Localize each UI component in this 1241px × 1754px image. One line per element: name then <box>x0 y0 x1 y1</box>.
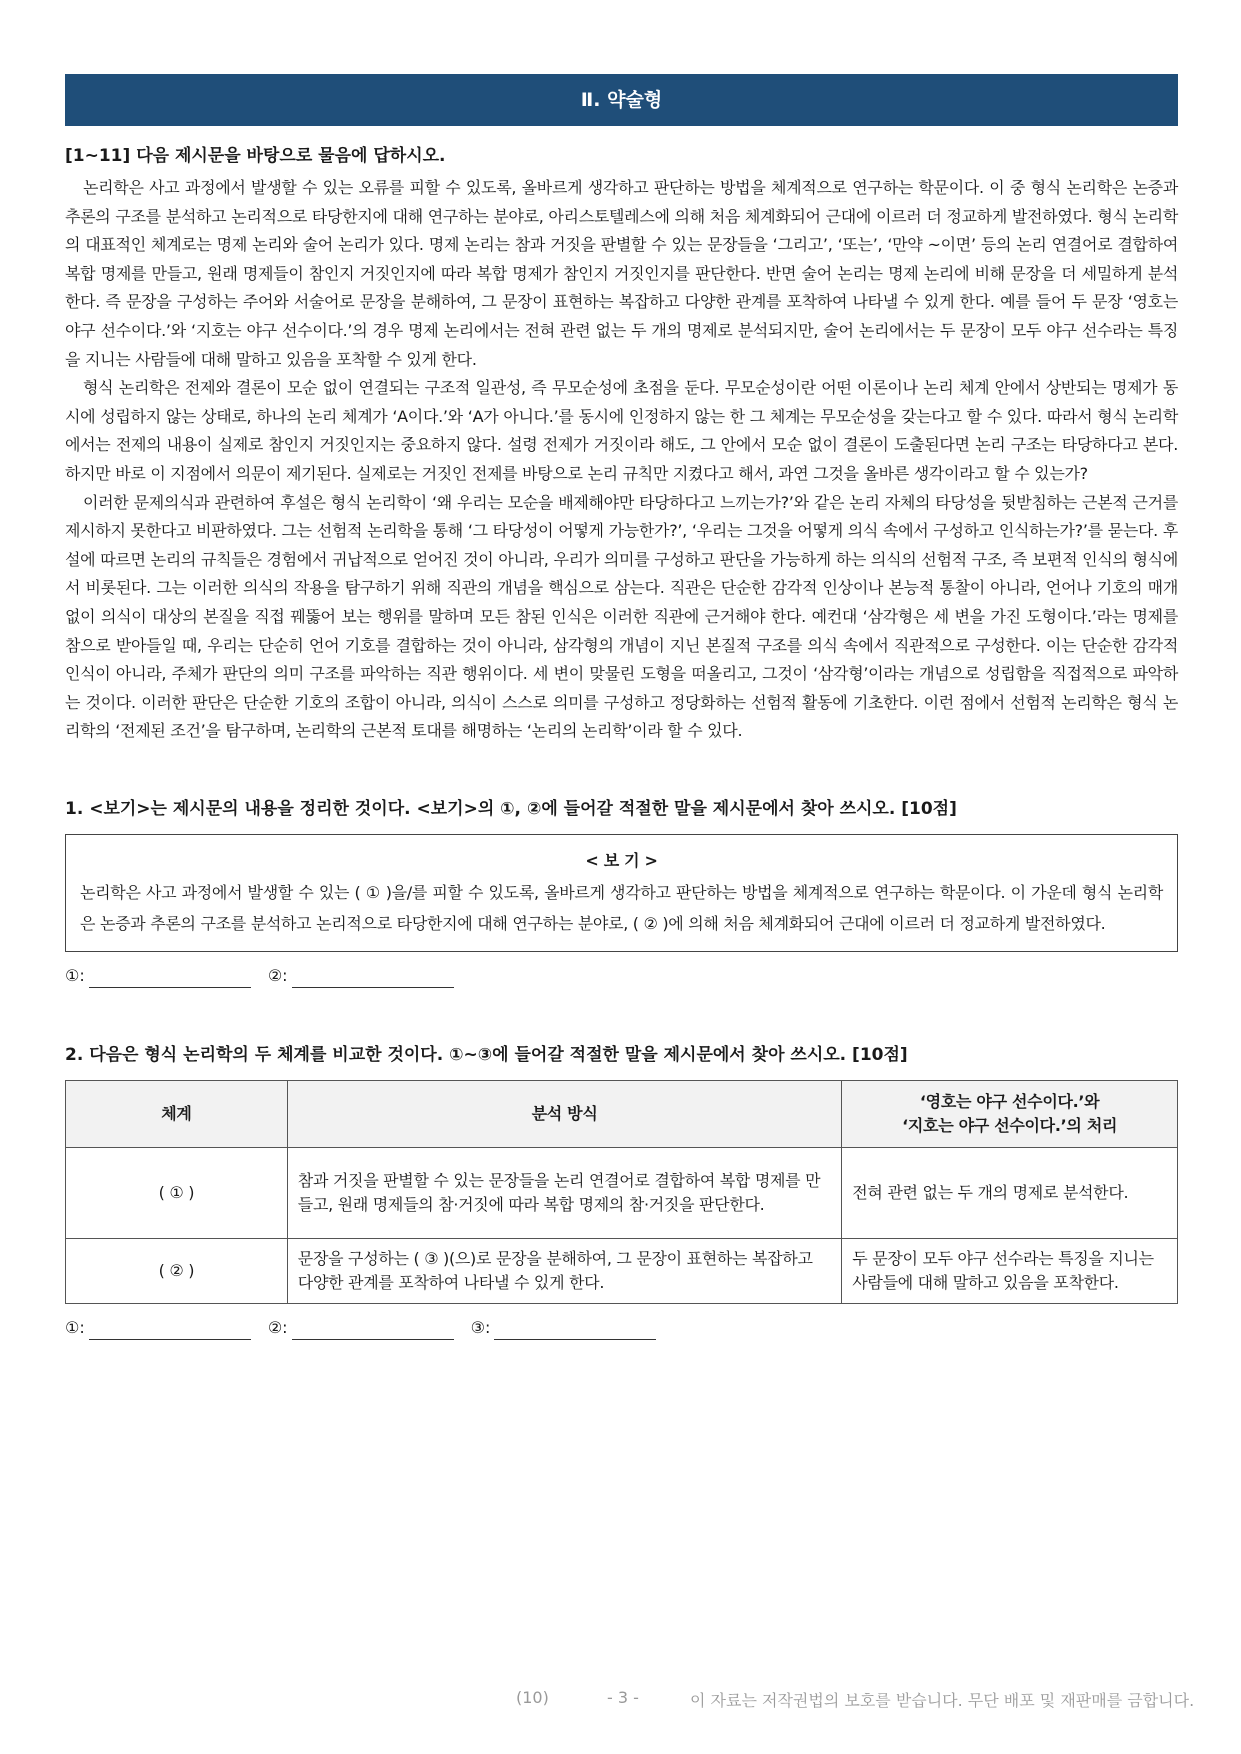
question-2-title: 2. 다음은 형식 논리학의 두 체계를 비교한 것이다. ①~③에 들어갈 적절한 말을 제시문에서 찾아 쓰시오. [10점] <box>65 1044 908 1065</box>
bogi-title: < 보 기 > <box>585 850 658 870</box>
answer-blank-3[interactable] <box>494 1321 656 1340</box>
passage-paragraph-2: 형식 논리학은 전제와 결론이 모순 없이 연결되는 구조적 일관성, 즉 무모순성에 초점을 둔다. 무모순성이란 어떤 이론이나 논리 체계 안에서 상반되는 명제가 동시에 성립하지 않는 상태로, 하나의 논리 체계가 ‘A이다.’와 ‘A가 아니다.’를 동시에 인정하지 않는 한 그 체계는 무모순성을 갖는다고 할 수 있다. 따라서 형식 논리학에서는 전제의 내용이 실제로 참인지 거짓인지는 중요하지 않다. 설령 전제가 거짓이라 해도, 그 안에서 모순 없이 결론이 도출된다면 논리 구조는 타당하다고 본다. 하지만 바로 이 지점에서 의문이 제기된다. 실제로는 거짓인 전제를 바탕으로 논리 규칙만 지켰다고 해서, 과연 그것을 올바른 생각이라고 할 수 있는가? <box>65 378 1178 483</box>
exam-page <box>65 74 1178 1340</box>
passage-paragraph-3: 이러한 문제의식과 관련하여 후설은 형식 논리학이 ‘왜 우리는 모순을 배제해야만 타당하다고 느끼는가?’와 같은 논리 자체의 타당성을 뒷받침하는 근본적 근거를 제시하지 못한다고 비판하였다. 그는 선험적 논리학을 통해 ‘그 타당성이 어떻게 가능한가?’, ‘우리는 그것을 어떻게 의식 속에서 구성하고 인식하는가?’를 묻는다. 후설에 따르면 논리의 규칙들은 경험에서 귀납적으로 얻어진 것이 아니라, 우리가 의미를 구성하고 판단을 가능하게 하는 의식의 선험적 구조, 즉 보편적 인식의 형식에서 비롯된다. 그는 이러한 의식의 작용을 탐구하기 위해 직관의 개념을 핵심으로 삼는다. 직관은 단순한 감각적 인상이나 본능적 통찰이 아니라, 언어나 기호의 매개 없이 의식이 대상의 본질을 직접 꿰뚫어 보는 행위를 말하며 모든 참된 인식은 이러한 직관에 근거해야 한다. 예컨대 ‘삼각형은 세 변을 가진 도형이다.’라는 명제를 참으로 받아들일 때, 우리는 단순히 언어 기호를 결합하는 것이 아니라, 삼각형의 개념이 지닌 본질적 구조를 의식 속에서 직관적으로 구성한다. 이는 단순한 감각적 인식이 아니라, 주체가 판단의 의미 구조를 파악하는 직관 행위이다. 세 변이 맞물린 도형을 떠올리고, 그것이 ‘삼각형’이라는 개념으로 성립함을 직접적으로 파악하는 것이다. 이러한 판단은 단순한 기호의 조합이 아니라, 의식이 스스로 의미를 구성하고 정당화하는 선험적 활동에 기초한다. 이런 점에서 선험적 논리학은 형식 논리학의 ‘전제된 조건’을 탐구하며, 논리학의 근본적 토대를 해명하는 ‘논리의 논리학’이라 할 수 있다. <box>65 492 1178 741</box>
answer-label: ①: <box>65 1317 85 1337</box>
system-cell: ( ② ) <box>66 1238 288 1303</box>
instruction: [1~11] 다음 제시문을 바탕으로 물음에 답하시오. <box>65 146 446 166</box>
answer-blank-2[interactable] <box>292 1321 454 1340</box>
answer-item <box>268 1316 454 1340</box>
question-1-answers <box>65 964 1178 988</box>
answer-item <box>65 1316 251 1340</box>
handling-cell: 전혀 관련 없는 두 개의 명제로 분석한다. <box>842 1147 1178 1238</box>
system-cell: ( ① ) <box>66 1147 288 1238</box>
passage <box>65 174 1178 746</box>
method-cell: 문장을 구성하는 ( ③ )(으)로 문장을 분해하여, 그 문장이 표현하는 복잡하고 다양한 관계를 포착하여 나타낼 수 있게 한다. <box>287 1238 841 1303</box>
answer-blank-1[interactable] <box>89 1321 251 1340</box>
header-handling <box>842 1080 1178 1147</box>
method-cell: 참과 거짓을 판별할 수 있는 문장들을 논리 연결어로 결합하여 복합 명제를 만들고, 원래 명제들의 참·거짓에 따라 복합 명제의 참·거짓을 판단한다. <box>287 1147 841 1238</box>
answer-label: ②: <box>267 965 288 985</box>
header-handling-line-2: ‘지호는 야구 선수이다.’의 처리 <box>902 1115 1118 1135</box>
footer-code: (10) <box>516 1688 549 1707</box>
table-header-row <box>66 1080 1178 1147</box>
answer-label: ③: <box>470 1317 491 1337</box>
passage-paragraph-1: 논리학은 사고 과정에서 발생할 수 있는 오류를 피할 수 있도록, 올바르게 생각하고 판단하는 방법을 체계적으로 연구하는 학문이다. 이 중 형식 논리학은 논증과 추론의 구조를 분석하고 논리적으로 타당한지에 대해 연구하는 분야로, 아리스토텔레스에 의해 처음 체계화되어 근대에 이르러 더 정교하게 발전하였다. 형식 논리학의 대표적인 체계로는 명제 논리와 술어 논리가 있다. 명제 논리는 참과 거짓을 판별할 수 있는 문장들을 ‘그리고’, ‘또는’, ‘만약 ~이면’ 등의 논리 연결어로 결합하여 복합 명제를 만들고, 원래 명제들이 참인지 거짓인지에 따라 복합 명제가 참인지 거짓인지를 판단한다. 반면 술어 논리는 명제 논리에 비해 문장을 더 세밀하게 분석한다. 즉 문장을 구성하는 주어와 서술어로 문장을 분해하여, 그 문장이 표현하는 복잡하고 다양한 관계를 포착하여 나타낼 수 있게 한다. 예를 들어 두 문장 ‘영호는 야구 선수이다.’와 ‘지호는 야구 선수이다.’의 경우 명제 논리에서는 전혀 관련 없는 두 개의 명제로 분석되지만, 술어 논리에서는 두 문장이 모두 야구 선수라는 특징을 지니는 사람들에 대해 말하고 있음을 포착할 수 있게 한다. <box>65 178 1178 369</box>
answer-item <box>65 964 251 988</box>
page-number: - 3 - <box>607 1688 639 1707</box>
bogi-text: 논리학은 사고 과정에서 발생할 수 있는 ( ① )을/를 피할 수 있도록, 올바르게 생각하고 판단하는 방법을 체계적으로 연구하는 학문이다. 이 가운데 형식 논리학은 논증과 추론의 구조를 분석하고 논리적으로 타당한지에 대해 연구하는 분야로, ( ② )에 의해 처음 체계화되어 근대에 이르러 더 정교하게 발전하였다. <box>80 882 1163 933</box>
table-row <box>66 1147 1178 1238</box>
answer-label: ②: <box>267 1317 288 1337</box>
copyright-notice: 이 자료는 저작권법의 보호를 받습니다. 무단 배포 및 재판매를 금합니다. <box>690 1691 1195 1710</box>
header-system: 체계 <box>66 1080 288 1147</box>
question-2-answers <box>65 1316 1178 1340</box>
section-title: Ⅱ. 약술형 <box>580 89 663 111</box>
handling-cell: 두 문장이 모두 야구 선수라는 특징을 지니는 사람들에 대해 말하고 있음을 포착한다. <box>842 1238 1178 1303</box>
table-row <box>66 1238 1178 1303</box>
header-handling-line-1: ‘영호는 야구 선수이다.’와 <box>919 1091 1100 1111</box>
answer-label: ①: <box>65 965 85 985</box>
section-title-bar <box>65 74 1178 126</box>
answer-item <box>471 1316 657 1340</box>
comparison-table <box>65 1080 1178 1304</box>
answer-blank-2[interactable] <box>292 969 454 988</box>
answer-item <box>268 964 454 988</box>
answer-blank-1[interactable] <box>89 969 251 988</box>
question-1-title: 1. <보기>는 제시문의 내용을 정리한 것이다. <보기>의 ①, ②에 들어갈 적절한 말을 제시문에서 찾아 쓰시오. [10점] <box>65 798 957 819</box>
bogi-box <box>65 834 1178 952</box>
header-method: 분석 방식 <box>287 1080 841 1147</box>
